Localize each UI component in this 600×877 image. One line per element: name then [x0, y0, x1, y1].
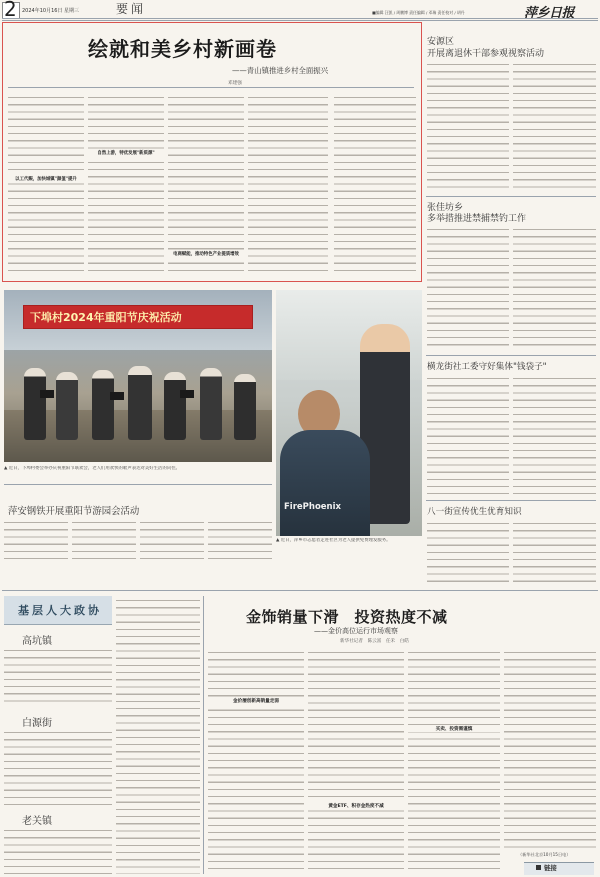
gangtie-title: 萍安钢铁开展重阳节游园会活动 — [8, 506, 140, 517]
gold-subtitle: ——金价高位运行市场观察 — [314, 627, 398, 635]
link-label: 链接 — [544, 864, 557, 872]
jiceng-banner: 基层人大政协 — [18, 604, 102, 617]
gangtie-top-rule — [4, 484, 272, 485]
jiceng-col-2a — [116, 598, 200, 874]
lead-column-1 — [8, 95, 84, 275]
lead-column-5 — [334, 95, 416, 275]
performer-2 — [56, 372, 78, 440]
lead-title-rule — [8, 87, 414, 88]
lead-subhead-1: 以工代赈，加快城镇"颜值"提升 — [8, 176, 84, 182]
gold-col-3 — [408, 650, 500, 874]
bayi-title: 八一街宣传优生优育知识 — [427, 507, 522, 517]
festival-photo-caption: ▲ 近日，下埠村委会举办庆祝重阳节联欢会，老人们用欢快的歌声表达对美好生活的向往。 — [4, 466, 181, 471]
zhangfang-body-right — [513, 227, 596, 347]
lead-subtitle: ——青山镇推进乡村全面振兴 — [232, 66, 329, 75]
festival-photo — [4, 290, 272, 462]
haircut-photo-caption: ▲ 近日，萍乡市志愿者走进社区为老人提供免费理发服务。 — [276, 538, 391, 543]
section-name: 要闻 — [116, 2, 147, 16]
hengqiao-title: 横龙街社工委守好集体"钱袋子" — [427, 362, 547, 372]
laoguan-body — [4, 828, 112, 874]
column-divider — [203, 596, 204, 874]
issue-weekday: 星期三 — [64, 8, 80, 14]
editor-line: ■编辑 汪凯 / 周鹏博 责任编辑 / 邓瑞 责任校对 / 胡丹 — [372, 10, 465, 15]
zhangfang-body-left — [427, 227, 509, 347]
bayi-body-right — [513, 521, 596, 583]
performer-4 — [128, 366, 152, 440]
gangtie-col-4 — [208, 520, 272, 560]
baiyuan-body — [4, 730, 112, 806]
gold-col-4 — [504, 650, 596, 850]
header-rule — [2, 18, 598, 19]
brief-rule-2 — [426, 355, 596, 356]
performer-6 — [200, 368, 222, 440]
hengqiao-body-right — [513, 376, 596, 494]
gold-source: （新华社北京10月15日电） — [518, 852, 571, 857]
hengqiao-body-left — [427, 376, 509, 494]
haircut-photo — [276, 290, 422, 536]
anyuan-title-1: 安源区 — [427, 37, 455, 47]
performer-1 — [24, 368, 46, 440]
zhangfang-title-2: 多举措推进禁捕禁钓工作 — [427, 214, 527, 224]
haircut-brand-text: FirePhoenix — [284, 502, 342, 512]
jiceng-item-gaokeng: 高坑镇 — [22, 636, 52, 647]
gold-byline: 新华社记者 陈云富 任禾 白皓 — [340, 639, 409, 644]
bayi-body-left — [427, 521, 509, 583]
lead-column-4 — [248, 95, 328, 275]
gold-subhead-3: 买卖、投资需谨慎 — [408, 726, 500, 732]
jiceng-item-laoguan: 老关镇 — [22, 816, 52, 827]
lead-subhead-2: 自然上游，特优发展"新质源" — [88, 150, 164, 156]
gold-col-2 — [308, 650, 404, 874]
gold-subhead-1: 金价屡创新高销量走弱 — [208, 698, 304, 704]
lead-subhead-3: 电商赋能，推动特色产业提质增效 — [168, 251, 244, 257]
music-stand — [110, 392, 124, 400]
performer-5 — [164, 372, 186, 440]
page-number: 2 — [4, 0, 17, 21]
header-rule-thin — [2, 20, 598, 21]
jiceng-item-baiyuan: 白源街 — [22, 718, 52, 729]
brief-rule-3 — [426, 500, 596, 501]
link-icon — [536, 865, 541, 870]
performer-3 — [92, 370, 114, 440]
gold-title: 金饰销量下滑 投资热度不减 — [246, 608, 448, 626]
masthead-logo: 萍乡日报 — [524, 6, 575, 21]
music-stand — [40, 390, 54, 398]
anyuan-body-right — [513, 62, 596, 192]
music-stand — [180, 390, 194, 398]
anyuan-title-2: 开展离退休干部参观视察活动 — [427, 49, 545, 59]
barber-cape — [280, 430, 370, 536]
link-tag — [524, 862, 594, 875]
gold-col-1 — [208, 650, 304, 874]
performer-7 — [234, 374, 256, 440]
issue-date: 2024年10月16日 — [22, 8, 63, 14]
gangtie-col-1 — [4, 520, 68, 560]
lead-title: 绘就和美乡村新画卷 — [88, 37, 277, 61]
lead-column-2 — [88, 95, 164, 275]
gold-subhead-2: 黄金ETF、积存金热度不减 — [308, 803, 404, 809]
gangtie-col-3 — [140, 520, 204, 560]
brief-rule-1 — [426, 196, 596, 197]
bottom-section-rule — [2, 590, 598, 591]
gaokeng-body — [4, 648, 112, 706]
festival-banner-text: 下埠村2024年重阳节庆祝活动 — [30, 311, 182, 324]
lead-byline: 邓建强 — [228, 81, 242, 86]
gangtie-col-2 — [72, 520, 136, 560]
anyuan-body-left — [427, 62, 509, 192]
zhangfang-title-1: 张佳坊乡 — [427, 203, 464, 213]
lead-column-3 — [168, 95, 244, 275]
